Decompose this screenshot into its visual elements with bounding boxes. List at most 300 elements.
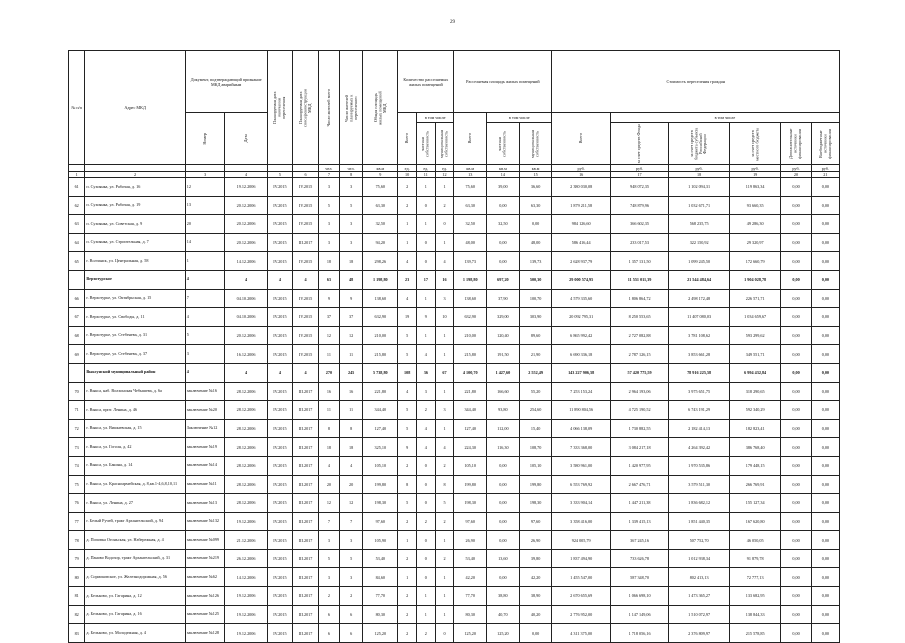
- cell-date: 28.12.2006: [225, 475, 267, 494]
- unit-cell: [69, 165, 85, 172]
- header-cost-including: в том числе: [610, 113, 839, 123]
- cell-c: 4 579 335,60: [552, 289, 610, 308]
- subtotal-row: [69, 270, 840, 289]
- cell-date: 04.10.2006: [225, 308, 267, 327]
- cell-p: 0: [416, 531, 435, 550]
- cell-a: 105,90: [363, 531, 398, 550]
- cell-a: 63,30: [363, 196, 398, 215]
- cell-rp: 6: [339, 605, 362, 624]
- cell-am: 105,10: [519, 456, 552, 475]
- cell-cl: 593 299,62: [729, 326, 780, 345]
- table-body: [69, 178, 840, 643]
- cell-cf: 733 626,78: [610, 549, 668, 568]
- cell-ap: 120,40: [487, 326, 520, 345]
- cell-no: 73: [69, 438, 85, 457]
- cell-am: 108,70: [519, 438, 552, 457]
- cell-pd: IV.2015: [293, 252, 319, 271]
- cell-ap: 0,00: [487, 196, 520, 215]
- cell-cf: 1 339 415,13: [610, 512, 668, 531]
- cell-pd: III.2017: [293, 568, 319, 587]
- cell-m: 3: [435, 289, 454, 308]
- cell-am: 42,20: [519, 568, 552, 587]
- relocation-table-sheet: [68, 50, 840, 636]
- header-area-including: в том числе: [487, 113, 552, 123]
- cell-cb: 0,00: [811, 401, 839, 420]
- cell-a: 138,60: [363, 289, 398, 308]
- cell-cl: 29 320,97: [729, 233, 780, 252]
- cell-pr: IV.2015: [267, 178, 293, 197]
- cell-cl: 179 448,15: [729, 456, 780, 475]
- cell-m: 1: [435, 605, 454, 624]
- header-planned-relocation: Планируемая дата окончания переселения: [267, 51, 293, 165]
- cell-am: 254,60: [519, 401, 552, 420]
- column-index-cell: 6: [293, 172, 319, 178]
- cell-r: 5: [318, 549, 339, 568]
- header-cost-local: за счет средств местного бюджета: [729, 123, 780, 165]
- column-index-cell: 21: [811, 172, 839, 178]
- cell-ce: 0,00: [781, 549, 811, 568]
- cell-am: 26,90: [519, 531, 552, 550]
- cell-r: 18: [318, 252, 339, 271]
- cell-cl: 266 769,91: [729, 475, 780, 494]
- cell-cs: 1 032 671,71: [669, 196, 730, 215]
- header-residents-planned: Число жителей планируемых к переселению: [339, 51, 362, 165]
- cell-cf: 57 420 775,59: [610, 363, 668, 382]
- cell-pr: IV.2015: [267, 587, 293, 606]
- cell-date: 28.12.2006: [225, 438, 267, 457]
- header-area-municipal: муниципальная собственность: [519, 123, 552, 165]
- header-planned-demolition: Планируемая дата сноса/реконструкции МКД: [293, 51, 319, 165]
- cell-ce: 0,00: [781, 605, 811, 624]
- cell-num: заключение №128: [185, 624, 225, 643]
- cell-cf: 2 964 193,06: [610, 382, 668, 401]
- header-rooms-including: в том числе: [416, 113, 453, 123]
- cell-rp: 6: [339, 624, 362, 643]
- cell-cl: 49 286,30: [729, 215, 780, 234]
- unit-cell: кв.м: [454, 165, 487, 172]
- cell-ce: 0,00: [781, 233, 811, 252]
- cell-ce: 0,00: [781, 178, 811, 197]
- cell-cl: 138 844,33: [729, 605, 780, 624]
- unit-cell: [225, 165, 267, 172]
- cell-cl: 167 620,80: [729, 512, 780, 531]
- cell-pd: IV.2015: [293, 289, 319, 308]
- cell-cl: 349 551,71: [729, 345, 780, 364]
- cell-cl: 1 904 028,78: [729, 270, 780, 289]
- cell-at: 80,30: [454, 605, 487, 624]
- cell-r: 6: [318, 624, 339, 643]
- cell-num: заключение №219: [185, 549, 225, 568]
- cell-r: 16: [318, 382, 339, 401]
- cell-ap: 0,00: [487, 475, 520, 494]
- cell-c: 984 126,60: [552, 215, 610, 234]
- header-group-rooms-count: Количество расселяемых жилых помещений: [398, 51, 454, 113]
- cell-t: 9: [398, 438, 417, 457]
- cell-rp: 3: [339, 233, 362, 252]
- header-total-area: Общая площадь жилых помещений МКД: [363, 51, 398, 165]
- cell-r: 37: [318, 308, 339, 327]
- cell-pr: IV.2015: [267, 252, 293, 271]
- cell-date: 21.12.2006: [225, 531, 267, 550]
- cell-ce: 0,00: [781, 587, 811, 606]
- cell-p: 0: [416, 494, 435, 513]
- cell-ce: 0,00: [781, 363, 811, 382]
- cell-t: 2: [398, 196, 417, 215]
- cell-pr: IV.2015: [267, 438, 293, 457]
- cell-m: 2: [435, 456, 454, 475]
- cell-t: 5: [398, 401, 417, 420]
- unit-cell: ед.: [435, 165, 454, 172]
- cell-a: 298,26: [363, 252, 398, 271]
- header-rooms-total: Всего: [398, 113, 417, 165]
- unit-cell: руб.: [729, 165, 780, 172]
- cell-r: 12: [318, 326, 339, 345]
- cell-ap: 93,80: [487, 401, 520, 420]
- cell-c: 1 455 547,00: [552, 568, 610, 587]
- header-document: Документ, подтверждающий признание МКД аварийным: [185, 51, 267, 113]
- cell-at: 127,40: [454, 419, 487, 438]
- cell-addr: п. Сухоянка, ул. Строительная, д. 7: [85, 233, 185, 252]
- header-cost-extra-budget: Внебюджетные источники финансирования: [811, 123, 839, 165]
- unit-cell: кв.м: [363, 165, 398, 172]
- cell-p: 9: [416, 308, 435, 327]
- cell-at: 221,80: [454, 382, 487, 401]
- cell-a: 80,30: [363, 605, 398, 624]
- cell-pd: III.2017: [293, 475, 319, 494]
- cell-am: 198,30: [519, 494, 552, 513]
- cell-ap: 125,20: [487, 624, 520, 643]
- cell-pd: IV.2015: [293, 326, 319, 345]
- cell-no: 74: [69, 456, 85, 475]
- cell-addr: д. Бельково, ул. Молодежная, д. 4: [85, 624, 185, 643]
- cell-r: 18: [318, 438, 339, 457]
- unit-cell: руб.: [610, 165, 668, 172]
- cell-p: 0: [416, 456, 435, 475]
- cell-m: 1: [435, 345, 454, 364]
- cell-addr: г. Выкса, ул. Вишневская, д. 15: [85, 419, 185, 438]
- cell-t: 5: [398, 419, 417, 438]
- cell-r: 11: [318, 345, 339, 364]
- cell-ce: 0,00: [781, 382, 811, 401]
- cell-pr: IV.2015: [267, 494, 293, 513]
- cell-ce: 0,00: [781, 456, 811, 475]
- cell-rp: 16: [339, 382, 362, 401]
- cell-cf: 2 727 082,88: [610, 326, 668, 345]
- cell-cs: 1 510 072,97: [669, 605, 730, 624]
- cell-pd: III.2017: [293, 587, 319, 606]
- cell-pr: IV.2015: [267, 215, 293, 234]
- cell-at: 125,20: [454, 624, 487, 643]
- cell-r: 12: [318, 494, 339, 513]
- cell-c: 3 358 416,00: [552, 512, 610, 531]
- cell-am: 303,90: [519, 308, 552, 327]
- cell-cl: 215 578,85: [729, 624, 780, 643]
- cell-cb: 0,00: [811, 475, 839, 494]
- cell-ce: 0,00: [781, 252, 811, 271]
- cell-ap: 191,50: [487, 345, 520, 364]
- unit-cell: [185, 165, 225, 172]
- cell-cb: 0,00: [811, 215, 839, 234]
- column-index-cell: 15: [519, 172, 552, 178]
- table-row: [69, 531, 840, 550]
- cell-p: 4: [416, 438, 435, 457]
- cell-m: 4: [435, 252, 454, 271]
- cell-m: 3: [435, 401, 454, 420]
- cell-at: 138,60: [454, 289, 487, 308]
- column-index-cell: 10: [398, 172, 417, 178]
- cell-cf: 1 806 864,72: [610, 289, 668, 308]
- cell-pr: IV.2015: [267, 326, 293, 345]
- cell-am: 100,70: [519, 289, 552, 308]
- cell-pd: III.2017: [293, 605, 319, 624]
- cell-ap: 38,80: [487, 587, 520, 606]
- cell-c: 586 416,44: [552, 233, 610, 252]
- cell-cs: 1 099 245,50: [669, 252, 730, 271]
- cell-a: 198,30: [363, 494, 398, 513]
- cell-t: 2: [398, 178, 417, 197]
- cell-p: 3: [416, 382, 435, 401]
- cell-cs: 21 544 484,64: [669, 270, 730, 289]
- cell-m: 1: [435, 587, 454, 606]
- cell-ce: 0,00: [781, 438, 811, 457]
- cell-rp: 48: [339, 270, 362, 289]
- table-row: [69, 345, 840, 364]
- cell-cl: 182 823,41: [729, 419, 780, 438]
- table-row: [69, 252, 840, 271]
- cell-pd: III.2017: [293, 233, 319, 252]
- cell-rp: 3: [339, 568, 362, 587]
- cell-ce: 0,00: [781, 475, 811, 494]
- cell-addr: д. Сормоковское, ул. Железнодорожная, д. 56: [85, 568, 185, 587]
- cell-am: 0,00: [519, 624, 552, 643]
- cell-no: 67: [69, 308, 85, 327]
- cell-cb: 0,00: [811, 512, 839, 531]
- unit-cell: руб.: [552, 165, 610, 172]
- cell-cb: 0,00: [811, 289, 839, 308]
- cell-at: 1 198,80: [454, 270, 487, 289]
- cell-t: 4: [398, 252, 417, 271]
- table-row: [69, 475, 840, 494]
- cell-pr: IV.2015: [267, 624, 293, 643]
- cell-pd: III.2017: [293, 531, 319, 550]
- cell-no: [69, 363, 85, 382]
- cell-t: 2: [398, 587, 417, 606]
- column-index-cell: 3: [185, 172, 225, 178]
- cell-cf: 8 250 553,65: [610, 308, 668, 327]
- cell-addr: г. Выкса, ул. Красноармейская, д. 8,кв.1-4,6,8,10,11: [85, 475, 185, 494]
- cell-no: 66: [69, 289, 85, 308]
- cell-ap: 166,60: [487, 382, 520, 401]
- column-index-cell: 1: [69, 172, 85, 178]
- cell-ce: 0,00: [781, 568, 811, 587]
- cell-cs: 3 579 511,30: [669, 475, 730, 494]
- relocation-table: [68, 50, 840, 643]
- cell-at: 139,73: [454, 252, 487, 271]
- cell-pr: IV.2015: [267, 289, 293, 308]
- cell-a: 94,20: [363, 233, 398, 252]
- cell-a: 632,90: [363, 308, 398, 327]
- cell-num: 20: [185, 215, 225, 234]
- cell-p: 1: [416, 289, 435, 308]
- cell-c: 6 690 336,18: [552, 345, 610, 364]
- units-row: [69, 165, 840, 172]
- cell-cb: 0,00: [811, 605, 839, 624]
- cell-cb: 0,00: [811, 531, 839, 550]
- cell-a: 97,60: [363, 512, 398, 531]
- table-row: [69, 494, 840, 513]
- column-index-cell: 8: [339, 172, 362, 178]
- header-cost-total: Всего: [552, 113, 610, 165]
- table-row: [69, 401, 840, 420]
- cell-at: 75,60: [454, 178, 487, 197]
- cell-cs: 507 752,70: [669, 531, 730, 550]
- cell-pd: III.2017: [293, 549, 319, 568]
- cell-pd: III.2017: [293, 624, 319, 643]
- cell-t: 1: [398, 531, 417, 550]
- cell-a: 53,40: [363, 549, 398, 568]
- cell-p: 4: [416, 345, 435, 364]
- table-row: [69, 438, 840, 457]
- cell-date: 16.12.2006: [225, 345, 267, 364]
- cell-date: 28.12.2006: [225, 419, 267, 438]
- cell-r: 63: [318, 270, 339, 289]
- cell-cs: 78 916 225,58: [669, 363, 730, 382]
- cell-cb: 0,00: [811, 568, 839, 587]
- cell-m: 2: [435, 549, 454, 568]
- unit-cell: [293, 165, 319, 172]
- cell-c: 3 580 961,00: [552, 456, 610, 475]
- cell-a: 32,50: [363, 215, 398, 234]
- cell-num: 14: [185, 233, 225, 252]
- cell-no: 62: [69, 196, 85, 215]
- cell-ce: 0,00: [781, 270, 811, 289]
- cell-rp: 5: [339, 549, 362, 568]
- unit-cell: кв.м: [487, 165, 520, 172]
- cell-p: 1: [416, 326, 435, 345]
- cell-c: 2 670 655,69: [552, 587, 610, 606]
- cell-at: 53,40: [454, 549, 487, 568]
- cell-am: 2 552,49: [519, 363, 552, 382]
- cell-cs: 3 975 651,75: [669, 382, 730, 401]
- unit-cell: руб.: [811, 165, 839, 172]
- cell-c: 1 879 211,58: [552, 196, 610, 215]
- cell-addr: п. Сухоянка, ул. Рабочая, д. 16: [85, 178, 185, 197]
- cell-t: 2: [398, 549, 417, 568]
- cell-cb: 0,00: [811, 587, 839, 606]
- column-index-cell: 4: [225, 172, 267, 178]
- cell-pr: IV.2015: [267, 512, 293, 531]
- cell-t: 5: [398, 326, 417, 345]
- cell-date: 20.12.2006: [225, 196, 267, 215]
- cell-cl: 172 660,79: [729, 252, 780, 271]
- cell-pd: III.2017: [293, 512, 319, 531]
- cell-pd: 4: [293, 363, 319, 382]
- cell-addr: г. Волчанск, ул. Центральная, д. 58: [85, 252, 185, 271]
- cell-am: 55,20: [519, 382, 552, 401]
- cell-a: 199,80: [363, 475, 398, 494]
- cell-a: 77,70: [363, 587, 398, 606]
- cell-m: 8: [435, 475, 454, 494]
- table-row: [69, 568, 840, 587]
- cell-rp: 9: [339, 289, 362, 308]
- cell-am: 0,00: [519, 215, 552, 234]
- cell-ap: 39,00: [487, 178, 520, 197]
- cell-num: заключение №126: [185, 587, 225, 606]
- cell-no: 75: [69, 475, 85, 494]
- cell-ap: 329,00: [487, 308, 520, 327]
- cell-at: 105,10: [454, 456, 487, 475]
- cell-addr: г. Верхотурье, ул. Свободы, д. 11: [85, 308, 185, 327]
- cell-p: 36: [416, 363, 435, 382]
- cell-cs: 4 264 392,42: [669, 438, 730, 457]
- cell-p: 0: [416, 252, 435, 271]
- cell-ap: 1 427,60: [487, 363, 520, 382]
- cell-am: 97,60: [519, 512, 552, 531]
- unit-cell: ед.: [398, 165, 417, 172]
- cell-cf: 366 602,35: [610, 215, 668, 234]
- cell-t: 5: [398, 345, 417, 364]
- cell-ce: 0,00: [781, 494, 811, 513]
- cell-cs: 802 413,13: [669, 568, 730, 587]
- cell-cb: 0,00: [811, 624, 839, 643]
- cell-c: 7 253 153,24: [552, 382, 610, 401]
- cell-at: 77,70: [454, 587, 487, 606]
- table-row: [69, 289, 840, 308]
- cell-at: 199,80: [454, 475, 487, 494]
- header-cost-subject: за счет средств бюджета субъекта Российской Федерации: [669, 123, 730, 165]
- cell-t: 2: [398, 456, 417, 475]
- cell-cs: 1 970 535,86: [669, 456, 730, 475]
- cell-a: 105,10: [363, 456, 398, 475]
- cell-cf: 948 072,35: [610, 178, 668, 197]
- cell-ce: 0,00: [781, 624, 811, 643]
- cell-num: заключение №19: [185, 438, 225, 457]
- column-index-cell: 17: [610, 172, 668, 178]
- cell-r: 3: [318, 568, 339, 587]
- cell-a: 84,60: [363, 568, 398, 587]
- cell-c: 11 890 804,56: [552, 401, 610, 420]
- column-index-cell: 16: [552, 172, 610, 178]
- table-row: [69, 382, 840, 401]
- cell-at: 4 100,70: [454, 363, 487, 382]
- cell-ap: 0,00: [487, 252, 520, 271]
- cell-cl: 6 994 432,84: [729, 363, 780, 382]
- cell-rp: 5: [339, 196, 362, 215]
- cell-t: 108: [398, 363, 417, 382]
- header-doc-number: Номер: [185, 113, 225, 165]
- cell-date: 4: [225, 363, 267, 382]
- cell-date: 19.12.2006: [225, 605, 267, 624]
- cell-rp: 4: [339, 456, 362, 475]
- cell-pd: III.2017: [293, 456, 319, 475]
- column-index-cell: 19: [729, 172, 780, 178]
- cell-ap: 0,00: [487, 568, 520, 587]
- cell-m: 16: [435, 270, 454, 289]
- cell-rp: 3: [339, 531, 362, 550]
- cell-t: 1: [398, 215, 417, 234]
- cell-pd: IV.2015: [293, 345, 319, 364]
- cell-at: 198,30: [454, 494, 487, 513]
- cell-p: 2: [416, 624, 435, 643]
- cell-cf: 3 084 217,18: [610, 438, 668, 457]
- cell-am: 39,80: [519, 549, 552, 568]
- cell-cl: 226 571,71: [729, 289, 780, 308]
- cell-t: 23: [398, 270, 417, 289]
- unit-cell: [267, 165, 293, 172]
- cell-a: 125,20: [363, 624, 398, 643]
- cell-cl: 91 879,78: [729, 549, 780, 568]
- cell-cl: 318 290,65: [729, 382, 780, 401]
